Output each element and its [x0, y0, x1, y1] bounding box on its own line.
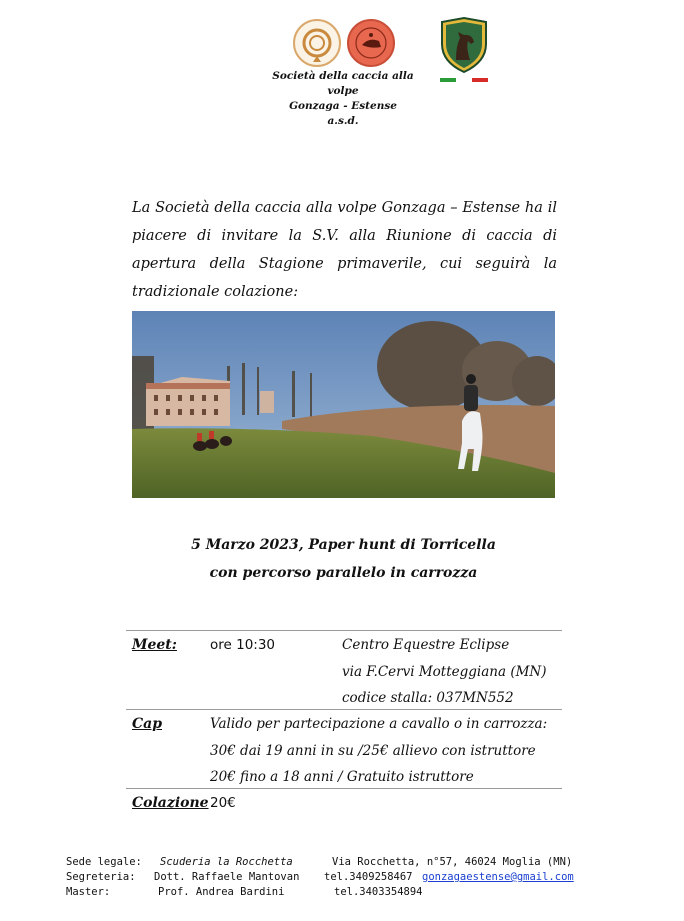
sede-name: Scuderia la Rocchetta: [160, 856, 293, 868]
cap-label: Cap: [132, 716, 163, 732]
flag-white: [456, 78, 472, 82]
meet-label: Meet:: [132, 637, 177, 653]
organization-name: [258, 69, 428, 129]
master-phone: tel.3403354894: [334, 886, 423, 898]
table-top-border: [126, 630, 562, 631]
society-seal-logo: [347, 19, 395, 67]
org-name-line3: a.s.d.: [327, 115, 359, 127]
table-divider-1: [126, 709, 562, 710]
org-name-line1: Società della caccia alla volpe: [272, 70, 414, 97]
italian-flag: [440, 78, 488, 82]
master-label: Master:: [66, 886, 111, 898]
segreteria-label: Segreteria:: [66, 871, 136, 883]
meet-time: ore 10:30: [210, 637, 276, 653]
flag-red: [472, 78, 488, 82]
master-name: Prof. Andrea Bardini: [158, 886, 285, 898]
horse-shield-icon: [438, 16, 490, 74]
cap-line-2: 30€ dai 19 anni in su /25€ allievo con istruttore: [210, 743, 536, 759]
invitation-text: La Società della caccia alla volpe Gonzaga – Estense ha il piacere di invitare la S.V. alla Riunione di caccia di apertura della Stagione primaverile, cui seguirà la tradizionale colazione:: [132, 200, 557, 300]
segreteria-phone: tel.3409258467: [324, 871, 413, 883]
table-divider-2: [126, 788, 562, 789]
cap-line-1: Valido per partecipazione a cavallo o in carrozza:: [210, 716, 548, 732]
colazione-label: Colazione: [132, 795, 209, 811]
hunting-horn-logo: [293, 19, 341, 67]
colazione-price: 20€: [210, 795, 236, 811]
event-title: 5 Marzo 2023, Paper hunt di Torricella: [191, 537, 496, 553]
event-subtitle: con percorso parallelo in carrozza: [209, 565, 478, 581]
meet-place: Centro Equestre Eclipse: [342, 637, 510, 653]
cap-line-3: 20€ fino a 18 anni / Gratuito istruttore: [210, 769, 474, 785]
org-name-line2: Gonzaga - Estense: [289, 100, 397, 112]
fox-hunt-photo: [132, 311, 555, 498]
flag-green: [440, 78, 456, 82]
meet-stable-code: codice stalla: 037MN552: [342, 690, 514, 706]
sede-label: Sede legale:: [66, 856, 142, 868]
segreteria-email-link[interactable]: gonzagaestense@gmail.com: [422, 871, 574, 883]
segreteria-name: Dott. Raffaele Mantovan: [154, 871, 300, 883]
meet-address: via F.Cervi Motteggiana (MN): [342, 664, 547, 680]
sede-address: Via Rocchetta, n°57, 46024 Moglia (MN): [332, 856, 573, 868]
